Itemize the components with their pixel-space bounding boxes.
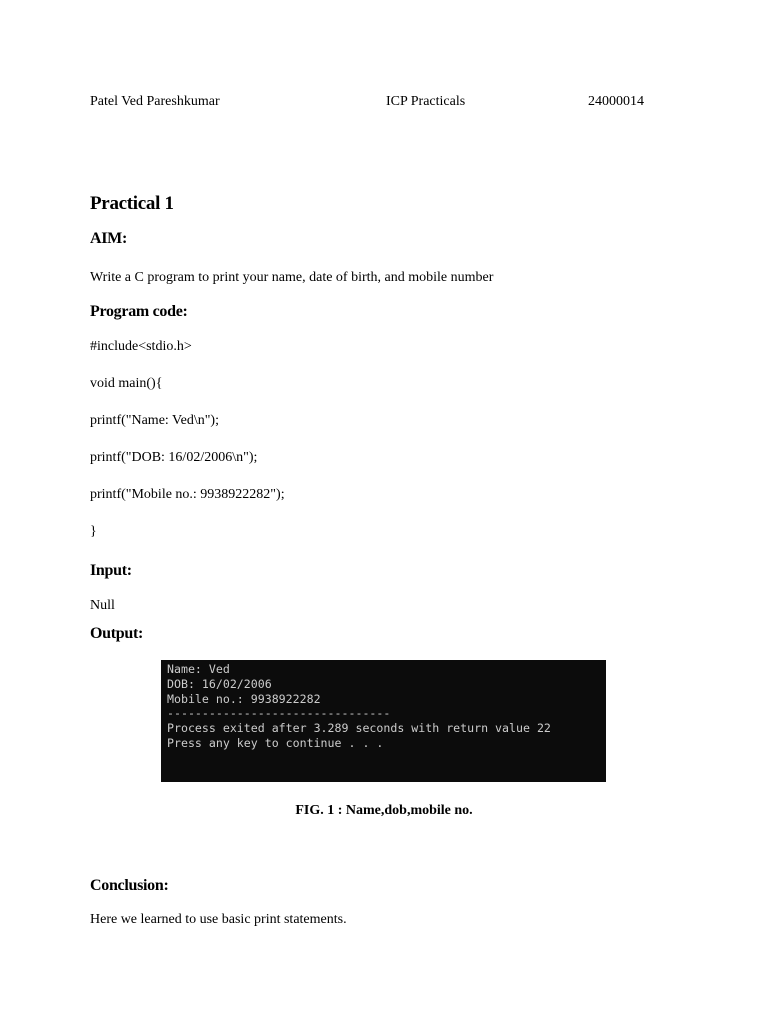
header-course: ICP Practicals bbox=[386, 94, 466, 109]
output-heading: Output: bbox=[90, 625, 144, 642]
header-author: Patel Ved Pareshkumar bbox=[90, 94, 220, 109]
console-line: DOB: 16/02/2006 bbox=[167, 677, 272, 691]
console-output-screenshot bbox=[161, 660, 606, 782]
input-heading: Input: bbox=[90, 562, 132, 579]
aim-text: Write a C program to print your name, date of birth, and mobile number bbox=[90, 270, 494, 285]
code-line: #include<stdio.h> bbox=[90, 339, 192, 354]
console-line: Mobile no.: 9938922282 bbox=[167, 692, 321, 706]
code-line: printf("Name: Ved\n"); bbox=[90, 413, 219, 428]
code-line: void main(){ bbox=[90, 376, 163, 391]
practical-title: Practical 1 bbox=[90, 193, 174, 214]
code-line: printf("Mobile no.: 9938922282"); bbox=[90, 487, 285, 502]
aim-heading: AIM: bbox=[90, 230, 128, 247]
figure-caption: FIG. 1 : Name,dob,mobile no. bbox=[295, 803, 473, 818]
conclusion-text: Here we learned to use basic print statements. bbox=[90, 912, 347, 927]
conclusion-heading: Conclusion: bbox=[90, 877, 169, 894]
console-line: Press any key to continue . . . bbox=[167, 736, 384, 750]
code-line: } bbox=[90, 524, 97, 539]
code-line: printf("DOB: 16/02/2006\n"); bbox=[90, 450, 258, 465]
console-line: Process exited after 3.289 seconds with return value 22 bbox=[167, 721, 551, 735]
program-code-heading: Program code: bbox=[90, 303, 188, 320]
header-roll-number: 24000014 bbox=[588, 94, 644, 109]
console-line: Name: Ved bbox=[167, 662, 230, 676]
console-separator: -------------------------------- bbox=[167, 706, 391, 720]
input-text: Null bbox=[90, 598, 115, 613]
